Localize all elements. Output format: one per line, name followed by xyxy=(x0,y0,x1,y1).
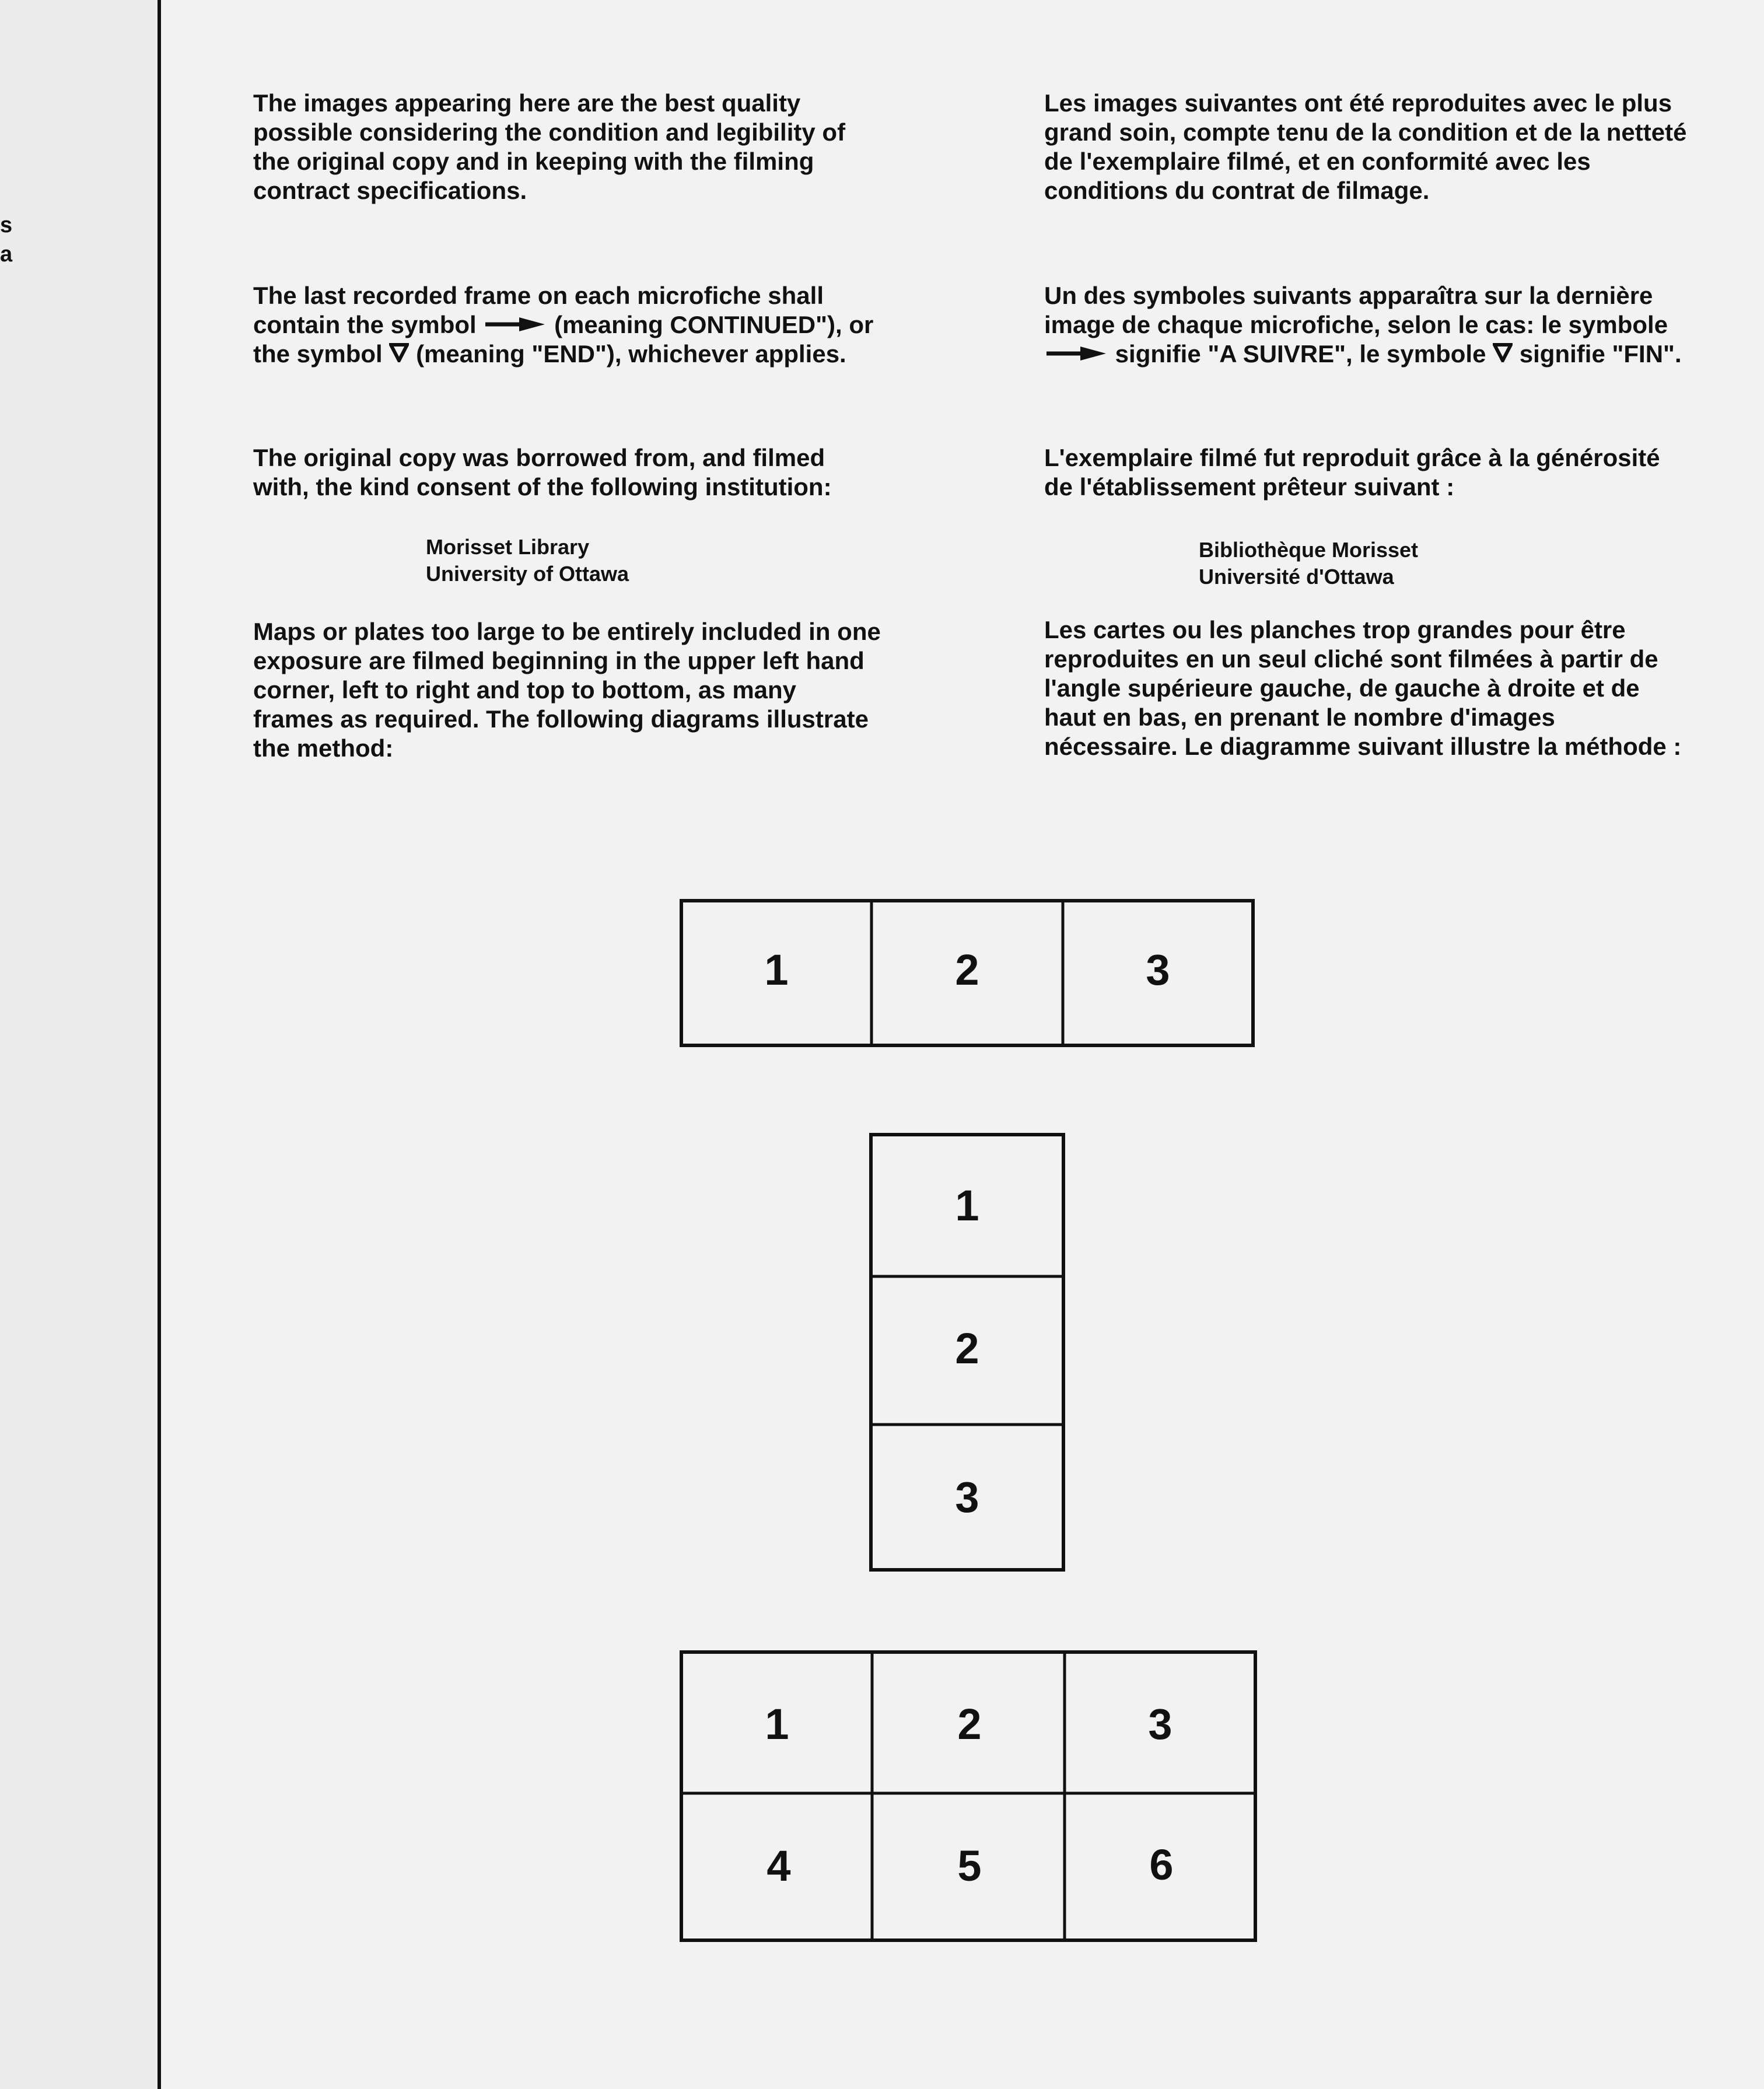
french-para3-text: L'exemplaire filmé fut reproduit grâce à la générosité de l'établissement prêteur suivant : xyxy=(1044,444,1660,501)
triangle-down-icon xyxy=(389,340,409,369)
column-frame-2: 2 xyxy=(955,1324,979,1373)
english-paragraph-institution xyxy=(253,443,883,502)
english-institution-name: Morisset Library xyxy=(426,535,590,559)
arrow-icon xyxy=(1044,340,1108,369)
french-para1-text: Les images suivantes ont été reproduites avec le plus grand soin, compte tenu de la condition et de la netteté de l'exemplaire filmé, et en conformité avec les conditions du contrat de filmage. xyxy=(1044,89,1687,204)
english-para2-part-b: (meaning CONTINUED"), or the symbol xyxy=(253,311,874,368)
row-frame-1: 1 xyxy=(764,946,789,994)
english-paragraph-quality xyxy=(253,89,883,205)
margin-fragment-1: s xyxy=(0,213,13,237)
french-institution-university: Université d'Ottawa xyxy=(1199,565,1394,589)
grid-frame-5: 5 xyxy=(957,1842,982,1890)
column-frame-1: 1 xyxy=(955,1181,979,1230)
grid-frame-2: 2 xyxy=(957,1700,982,1748)
english-para4-text: Maps or plates too large to be entirely included in one exposure are filmed beginning in the upper left hand corner, left to right and top to bottom, as many frames as required. The following diagrams illustrate the method: xyxy=(253,618,881,762)
english-paragraph-method xyxy=(253,617,883,763)
column-frame-3: 3 xyxy=(955,1473,979,1521)
diagram-column xyxy=(869,1133,1065,1572)
grid-frame-3: 3 xyxy=(1148,1700,1172,1748)
french-paragraph-institution xyxy=(1044,443,1692,502)
english-institution-university: University of Ottawa xyxy=(426,562,629,586)
triangle-down-icon xyxy=(1493,340,1513,369)
french-paragraph-quality xyxy=(1044,89,1692,205)
row-frame-3: 3 xyxy=(1146,946,1170,994)
left-margin-strip xyxy=(0,0,161,2089)
margin-fragment-2: a xyxy=(0,242,13,267)
english-para2-part-c: (meaning "END"), whichever applies. xyxy=(416,340,846,368)
grid-frame-4: 4 xyxy=(766,1842,791,1890)
grid-frame-1: 1 xyxy=(765,1700,789,1748)
arrow-icon xyxy=(483,310,547,340)
french-institution-block xyxy=(1199,537,1418,590)
row-frame-2: 2 xyxy=(955,946,979,994)
french-para2-part-b: signifie "A SUIVRE", le symbole xyxy=(1115,340,1486,368)
grid-frame-6: 6 xyxy=(1149,1840,1174,1889)
french-para2-part-a: Un des symboles suivants apparaîtra sur la dernière image de chaque microfiche, selon le cas: le symbole xyxy=(1044,282,1668,338)
french-institution-name: Bibliothèque Morisset xyxy=(1199,538,1419,562)
english-para3-text: The original copy was borrowed from, and filmed with, the kind consent of the following institution: xyxy=(253,444,832,501)
french-paragraph-method xyxy=(1044,615,1692,761)
diagram-row xyxy=(680,899,1255,1047)
english-para1-text: The images appearing here are the best quality possible considering the condition and legibility of the original copy and in keeping with the filming contract specifications. xyxy=(253,89,846,204)
english-para2-part-a: The last recorded frame on each microfiche shall contain the symbol xyxy=(253,282,824,338)
french-paragraph-symbols xyxy=(1044,281,1692,369)
french-para4-text: Les cartes ou les planches trop grandes pour être reproduites en un seul cliché sont filmées à partir de l'angle supérieure gauche, de gauche à droite et de haut en bas, en prenant le nombre d'images nécessaire. Le diagramme suivant illustre la méthode : xyxy=(1044,616,1682,760)
diagram-grid xyxy=(680,1650,1257,1942)
english-institution-block xyxy=(426,534,629,587)
french-para2-part-c: signifie "FIN". xyxy=(1519,340,1682,368)
english-paragraph-symbols xyxy=(253,281,883,369)
